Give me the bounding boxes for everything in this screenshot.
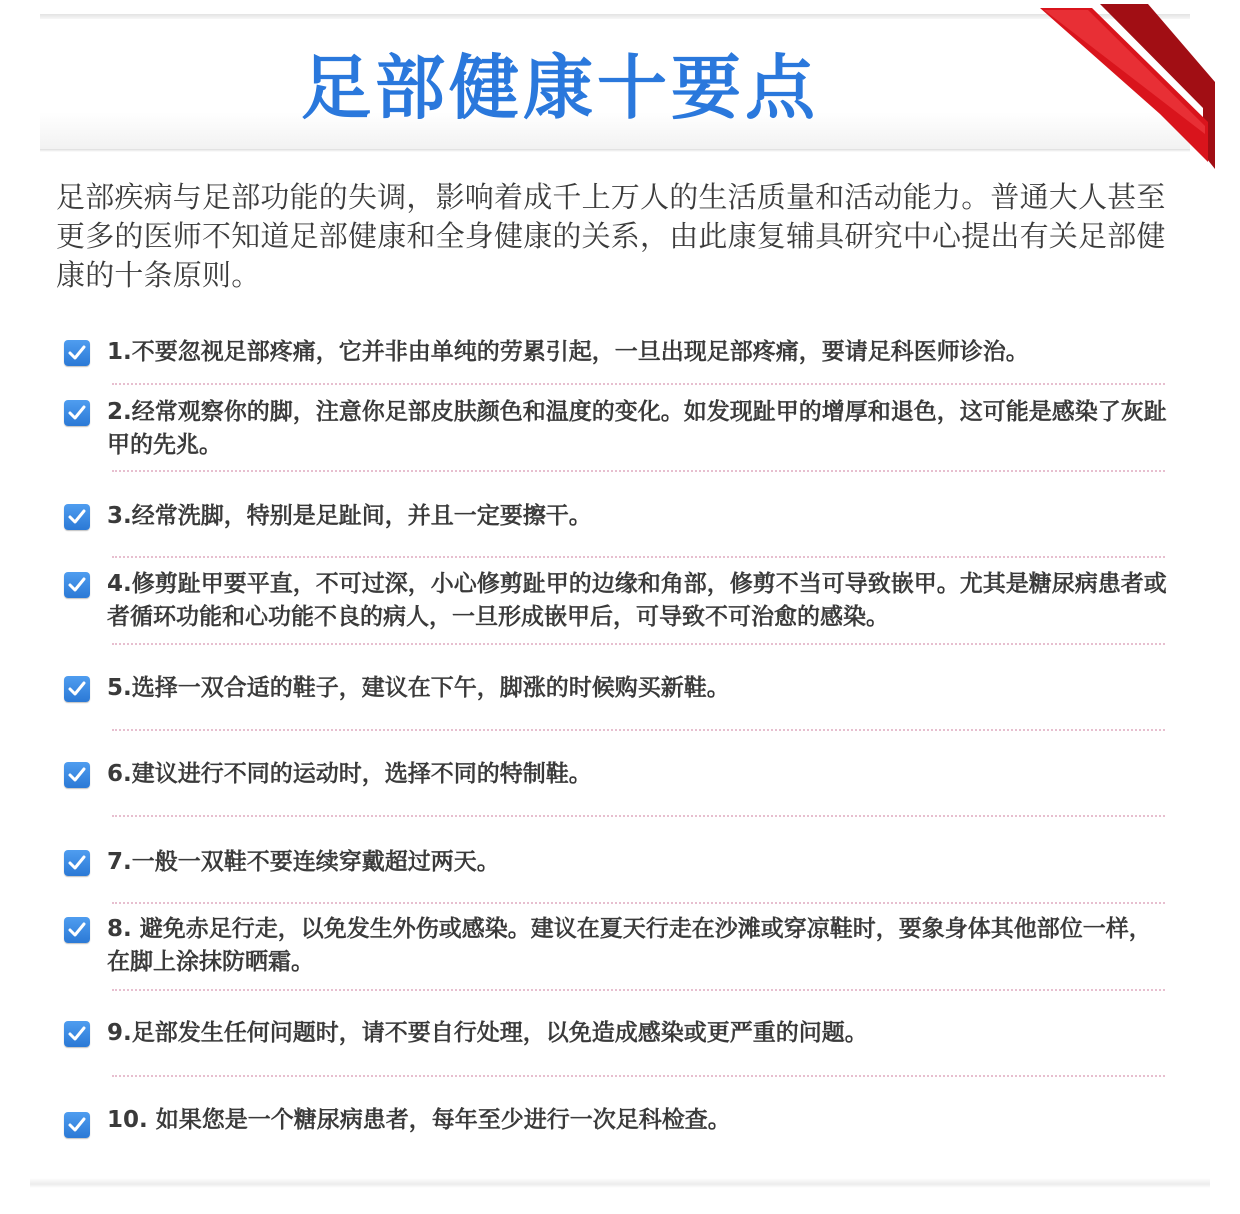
list-item-text: 9.足部发生任何问题时，请不要自行处理，以免造成感染或更严重的问题。 [107,1020,868,1046]
list-item [62,396,1172,466]
dotted-divider [112,1075,1165,1077]
checkbox-checked-icon[interactable] [64,917,90,943]
list-item-text: 6.建议进行不同的运动时，选择不同的特制鞋。 [107,761,592,787]
checkbox-checked-icon[interactable] [64,504,90,530]
list-item [62,758,1172,828]
list-item [62,568,1172,638]
list-item-text: 7.一般一双鞋不要连续穿戴超过两天。 [107,849,500,875]
page-title: 足部健康十要点 [301,47,819,129]
list-item-text: 10. 如果您是一个糖尿病患者，每年至少进行一次足科检查。 [107,1107,731,1133]
intro-paragraph: 足部疾病与足部功能的失调，影响着成千上万人的生活质量和活动能力。普通大人甚至更多的医师不知道足部健康和全身健康的关系，由此康复辅具研究中心提出有关足部健康的十条原则。 [56,180,1166,292]
dotted-divider [112,729,1165,731]
checkbox-checked-icon[interactable] [64,676,90,702]
dotted-divider [112,470,1165,472]
list-item-text: 3.经常洗脚，特别是足趾间，并且一定要擦干。 [107,503,592,529]
list-item-text: 5.选择一双合适的鞋子，建议在下午，脚涨的时候购买新鞋。 [107,675,730,701]
list-item [62,672,1172,742]
dotted-divider [112,643,1165,645]
title-divider [40,149,1190,152]
checkbox-checked-icon[interactable] [64,400,90,426]
checkbox-checked-icon[interactable] [64,1112,90,1138]
list-item [62,1104,1172,1174]
checkbox-checked-icon[interactable] [64,572,90,598]
list-item [62,913,1172,983]
dotted-divider [112,902,1165,904]
list-item-text: 4.修剪趾甲要平直，不可过深，小心修剪趾甲的边缘和角部，修剪不当可导致嵌甲。尤其是糖尿病患者或者循环功能和心功能不良的病人，一旦形成嵌甲后，可导致不可治愈的感染。 [107,571,1167,630]
dotted-divider [112,815,1165,817]
list-item-text: 8. 避免赤足行走，以免发生外伤或感染。建议在夏天行走在沙滩或穿凉鞋时，要象身体其他部位一样，在脚上涂抹防晒霜。 [107,916,1152,975]
dotted-divider [112,383,1165,385]
dotted-divider [112,556,1165,558]
list-item-text: 2.经常观察你的脚，注意你足部皮肤颜色和温度的变化。如发现趾甲的增厚和退色，这可能是感染了灰趾甲的先兆。 [107,399,1167,458]
checkbox-checked-icon[interactable] [64,340,90,366]
checkbox-checked-icon[interactable] [64,762,90,788]
list-item [62,500,1172,570]
corner-ribbon [1040,4,1215,169]
checkbox-checked-icon[interactable] [64,1021,90,1047]
list-item-text: 1.不要忽视足部疼痛，它并非由单纯的劳累引起，一旦出现足部疼痛，要请足科医师诊治。 [107,339,1029,365]
dotted-divider [112,989,1165,991]
checkbox-checked-icon[interactable] [64,850,90,876]
bottom-rule [30,1178,1210,1188]
list-item [62,846,1172,916]
